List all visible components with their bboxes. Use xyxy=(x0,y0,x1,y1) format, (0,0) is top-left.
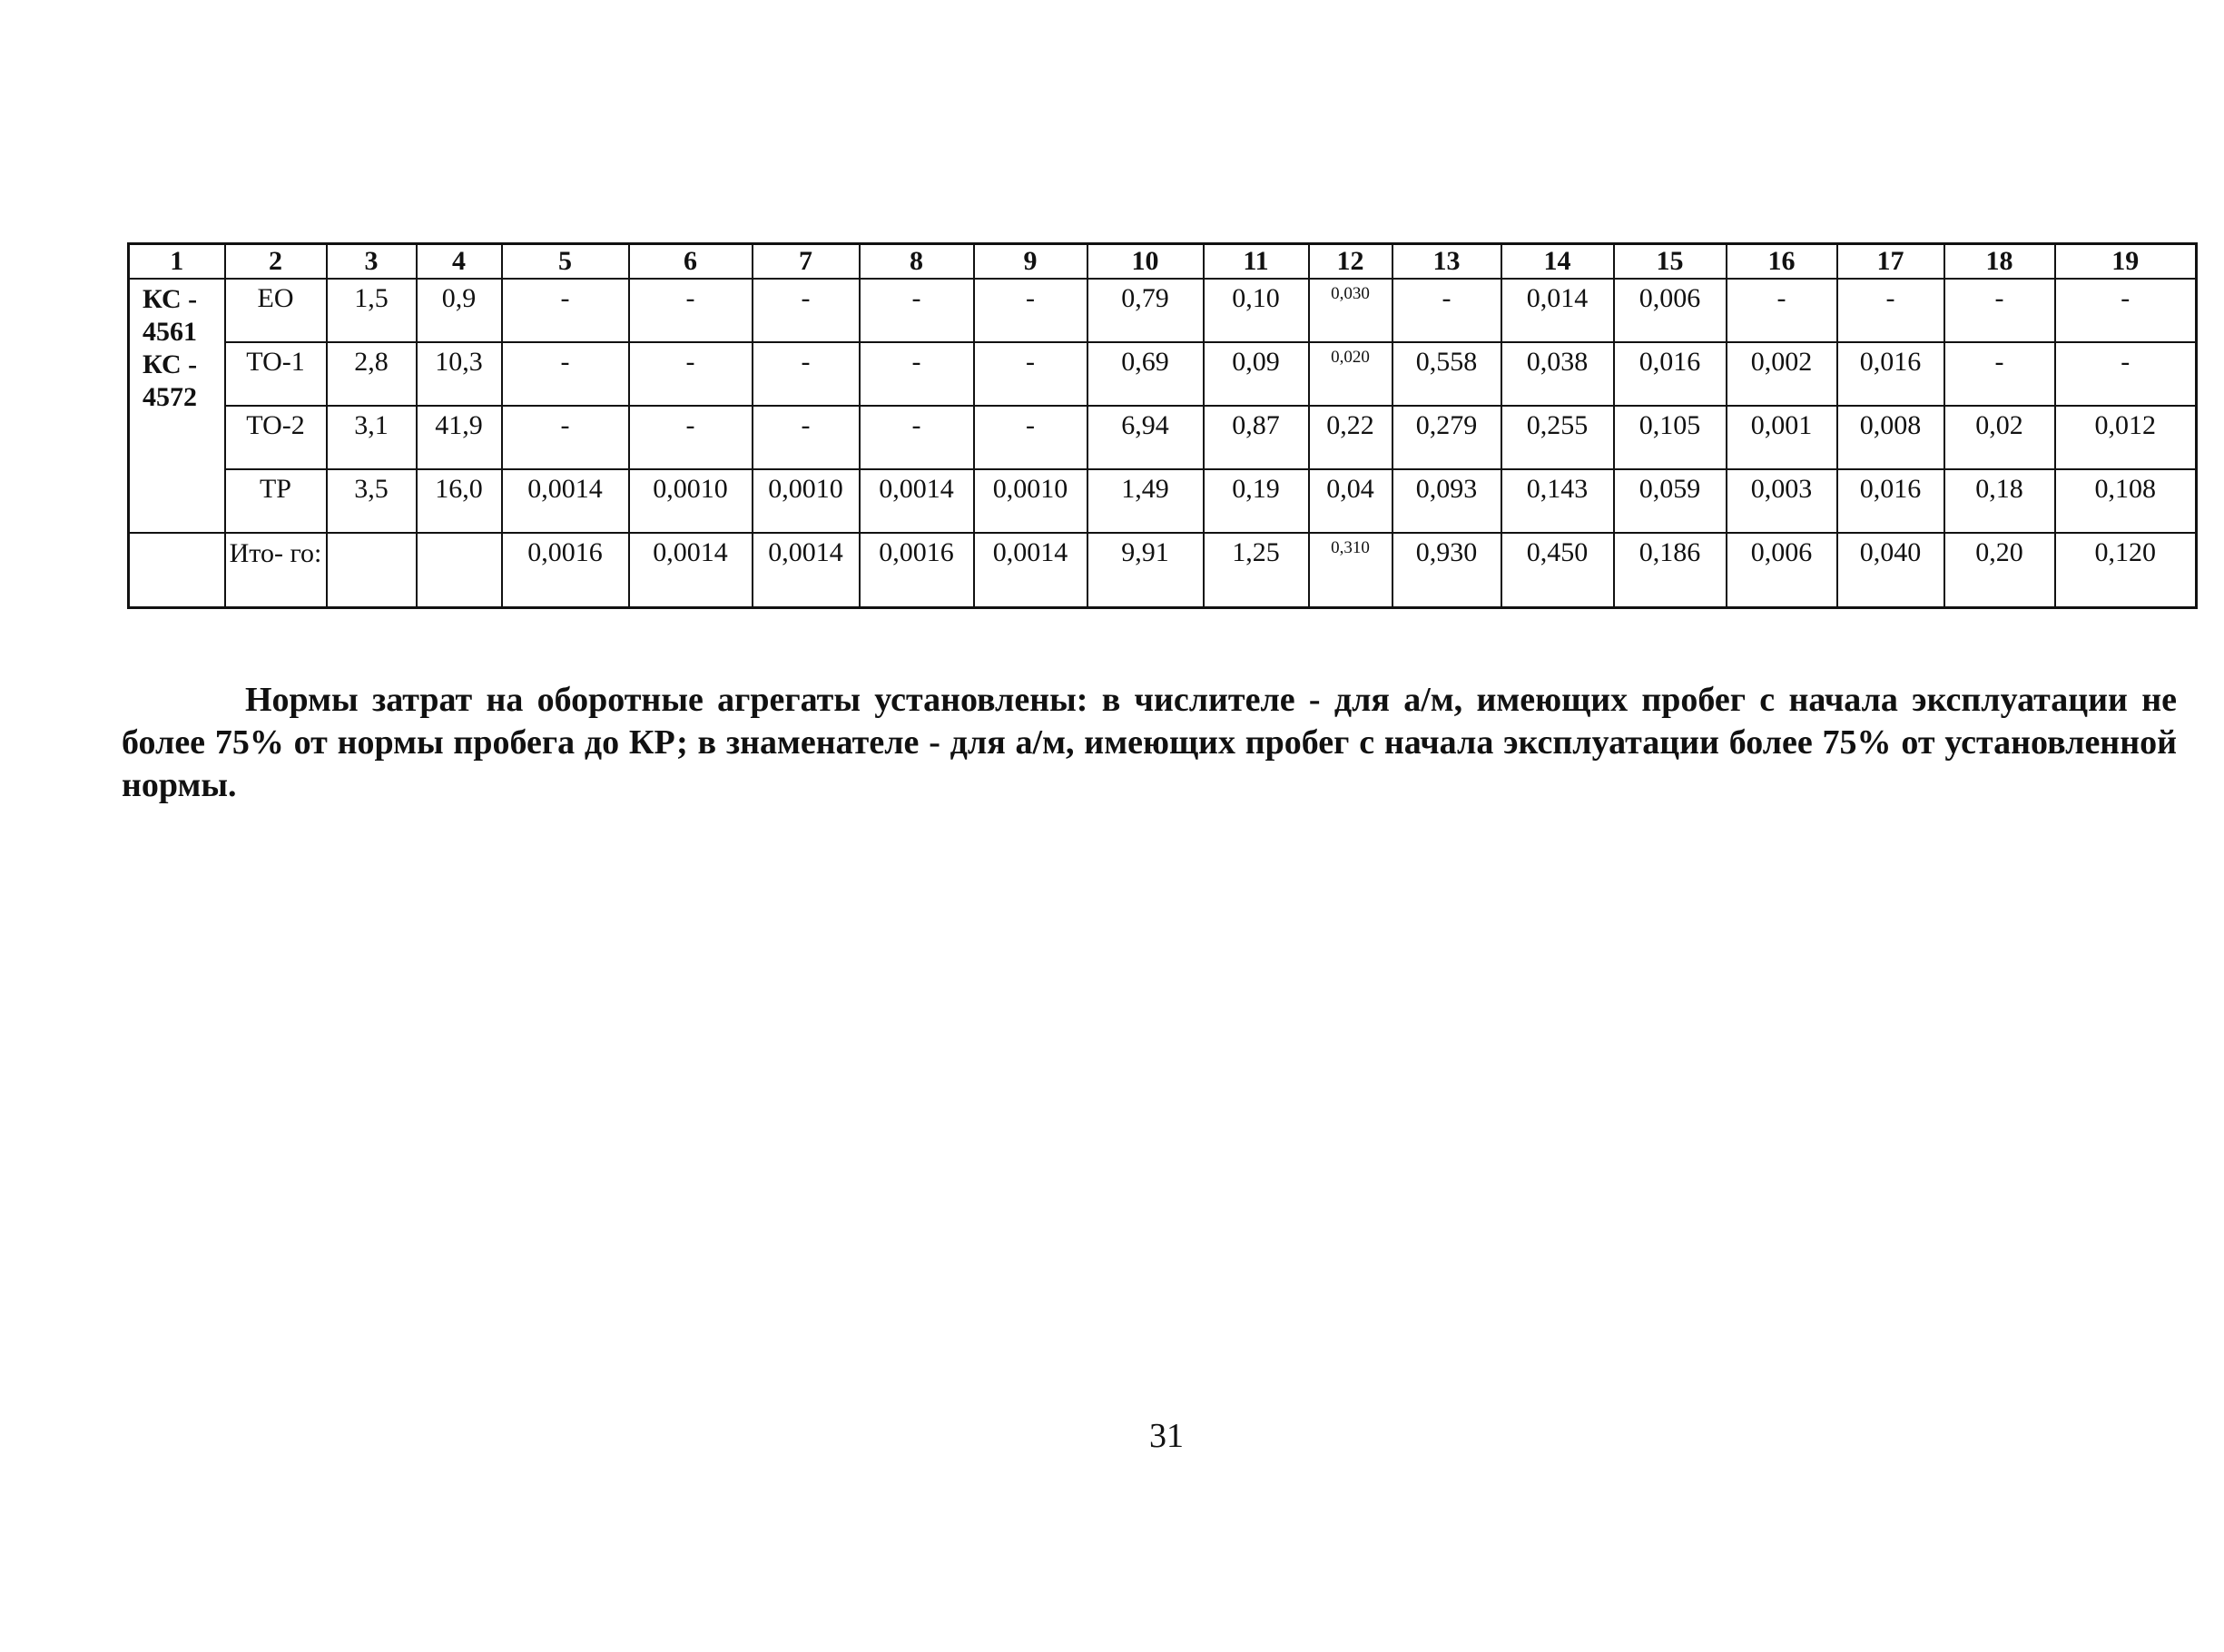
value-cell: 3,5 xyxy=(327,469,417,533)
value-cell: - xyxy=(502,279,629,342)
column-number-cell: 7 xyxy=(753,244,860,280)
vehicle-model-cell xyxy=(129,279,225,533)
value-cell: 0,69 xyxy=(1087,342,1204,406)
value-cell: 0,87 xyxy=(1204,406,1309,469)
value-cell: - xyxy=(629,406,753,469)
value-cell: 0,001 xyxy=(1727,406,1837,469)
total-value-cell: 0,0016 xyxy=(502,533,629,608)
value-cell: - xyxy=(974,406,1087,469)
value-cell: 0,10 xyxy=(1204,279,1309,342)
page-number: 31 xyxy=(1149,1417,1184,1455)
value-cell: 0,003 xyxy=(1727,469,1837,533)
value-cell: 0,04 xyxy=(1309,469,1392,533)
value-cell: 0,105 xyxy=(1614,406,1727,469)
total-value-cell: 0,006 xyxy=(1727,533,1837,608)
value-cell: 0,016 xyxy=(1614,342,1727,406)
value-cell: - xyxy=(1392,279,1501,342)
value-cell: 0,016 xyxy=(1837,342,1944,406)
total-value-cell: 0,450 xyxy=(1501,533,1614,608)
value-cell: - xyxy=(753,406,860,469)
column-number-cell: 17 xyxy=(1837,244,1944,280)
table-row xyxy=(129,342,2197,406)
service-type-cell: ТО-2 xyxy=(225,406,327,469)
value-cell: - xyxy=(502,342,629,406)
value-cell: - xyxy=(753,342,860,406)
column-number-cell: 9 xyxy=(974,244,1087,280)
column-number-cell: 4 xyxy=(417,244,502,280)
value-cell: 0,143 xyxy=(1501,469,1614,533)
value-cell: - xyxy=(1944,279,2055,342)
column-number-cell: 18 xyxy=(1944,244,2055,280)
value-cell: 0,255 xyxy=(1501,406,1614,469)
column-number-cell: 8 xyxy=(860,244,974,280)
column-number-cell: 2 xyxy=(225,244,327,280)
column-number-cell: 12 xyxy=(1309,244,1392,280)
value-cell: - xyxy=(629,342,753,406)
total-value-cell: 0,0014 xyxy=(753,533,860,608)
column-number-cell: 11 xyxy=(1204,244,1309,280)
value-cell: - xyxy=(2055,342,2197,406)
value-cell: 0,093 xyxy=(1392,469,1501,533)
value-cell: 0,0010 xyxy=(629,469,753,533)
column-number-cell: 19 xyxy=(2055,244,2197,280)
vehicle-model-line: 4572 xyxy=(143,382,197,412)
service-type-cell: ТР xyxy=(225,469,327,533)
column-number-cell: 1 xyxy=(129,244,225,280)
total-value-cell: 0,20 xyxy=(1944,533,2055,608)
value-cell: 0,006 xyxy=(1614,279,1727,342)
value-cell: - xyxy=(1727,279,1837,342)
value-cell: 0,014 xyxy=(1501,279,1614,342)
value-cell: 2,8 xyxy=(327,342,417,406)
value-cell: 0,020 xyxy=(1309,342,1392,406)
value-cell: - xyxy=(974,342,1087,406)
column-number-cell: 3 xyxy=(327,244,417,280)
value-cell: 0,22 xyxy=(1309,406,1392,469)
value-cell: 3,1 xyxy=(327,406,417,469)
value-cell: 0,02 xyxy=(1944,406,2055,469)
cost-norms-table xyxy=(127,242,2198,609)
column-number-cell: 5 xyxy=(502,244,629,280)
total-value-cell xyxy=(327,533,417,608)
total-value-cell: 0,930 xyxy=(1392,533,1501,608)
total-value-cell: 0,040 xyxy=(1837,533,1944,608)
value-cell: - xyxy=(502,406,629,469)
value-cell: 0,0014 xyxy=(860,469,974,533)
table-row xyxy=(129,406,2197,469)
value-cell: - xyxy=(860,406,974,469)
value-cell: 0,0010 xyxy=(974,469,1087,533)
total-value-cell: 9,91 xyxy=(1087,533,1204,608)
column-number-cell: 15 xyxy=(1614,244,1727,280)
total-value-cell: 0,0016 xyxy=(860,533,974,608)
service-type-cell: ТО-1 xyxy=(225,342,327,406)
value-cell: 0,012 xyxy=(2055,406,2197,469)
value-cell: 1,49 xyxy=(1087,469,1204,533)
value-cell: 0,0014 xyxy=(502,469,629,533)
value-cell: - xyxy=(860,342,974,406)
total-row xyxy=(129,533,2197,608)
column-number-cell: 16 xyxy=(1727,244,1837,280)
value-cell: - xyxy=(1837,279,1944,342)
total-value-cell: 0,310 xyxy=(1309,533,1392,608)
value-cell: - xyxy=(860,279,974,342)
value-cell: - xyxy=(753,279,860,342)
value-cell: 0,18 xyxy=(1944,469,2055,533)
vehicle-model-line: КС - xyxy=(143,284,198,314)
value-cell: 6,94 xyxy=(1087,406,1204,469)
total-label-cell: Ито- го: xyxy=(225,533,327,608)
value-cell: 0,79 xyxy=(1087,279,1204,342)
note-paragraph: Нормы затрат на оборотные агрегаты установлены: в числителе - для а/м, имеющих пробег с начала эксплуатации не более 75% от нормы пробега до КР; в знаменателе - для а/м, имеющих пробег с начала эксплуатации более 75% от установленной нормы. xyxy=(122,681,2177,804)
value-cell: 0,19 xyxy=(1204,469,1309,533)
service-type-cell: ЕО xyxy=(225,279,327,342)
vehicle-model-line: КС - xyxy=(143,349,198,379)
value-cell: - xyxy=(974,279,1087,342)
total-value-cell xyxy=(417,533,502,608)
value-cell: 10,3 xyxy=(417,342,502,406)
value-cell: 0,002 xyxy=(1727,342,1837,406)
value-cell: 0,09 xyxy=(1204,342,1309,406)
value-cell: 0,9 xyxy=(417,279,502,342)
value-cell: 0,108 xyxy=(2055,469,2197,533)
value-cell: 0,030 xyxy=(1309,279,1392,342)
value-cell: 0,016 xyxy=(1837,469,1944,533)
total-value-cell: 0,186 xyxy=(1614,533,1727,608)
total-value-cell: 1,25 xyxy=(1204,533,1309,608)
value-cell: 0,558 xyxy=(1392,342,1501,406)
table-row xyxy=(129,279,2197,342)
value-cell: - xyxy=(1944,342,2055,406)
value-cell: 0,0010 xyxy=(753,469,860,533)
value-cell: 0,038 xyxy=(1501,342,1614,406)
vehicle-model-line: 4561 xyxy=(143,317,197,347)
column-number-cell: 10 xyxy=(1087,244,1204,280)
table-row xyxy=(129,469,2197,533)
column-number-cell: 13 xyxy=(1392,244,1501,280)
value-cell: 0,059 xyxy=(1614,469,1727,533)
value-cell: - xyxy=(629,279,753,342)
table-header-row xyxy=(129,244,2197,280)
total-value-cell: 0,0014 xyxy=(974,533,1087,608)
total-value-cell: 0,0014 xyxy=(629,533,753,608)
value-cell: 16,0 xyxy=(417,469,502,533)
value-cell: - xyxy=(2055,279,2197,342)
value-cell: 41,9 xyxy=(417,406,502,469)
value-cell: 0,279 xyxy=(1392,406,1501,469)
column-number-cell: 6 xyxy=(629,244,753,280)
value-cell: 1,5 xyxy=(327,279,417,342)
total-value-cell: 0,120 xyxy=(2055,533,2197,608)
column-number-cell: 14 xyxy=(1501,244,1614,280)
value-cell: 0,008 xyxy=(1837,406,1944,469)
empty-cell xyxy=(129,533,225,608)
